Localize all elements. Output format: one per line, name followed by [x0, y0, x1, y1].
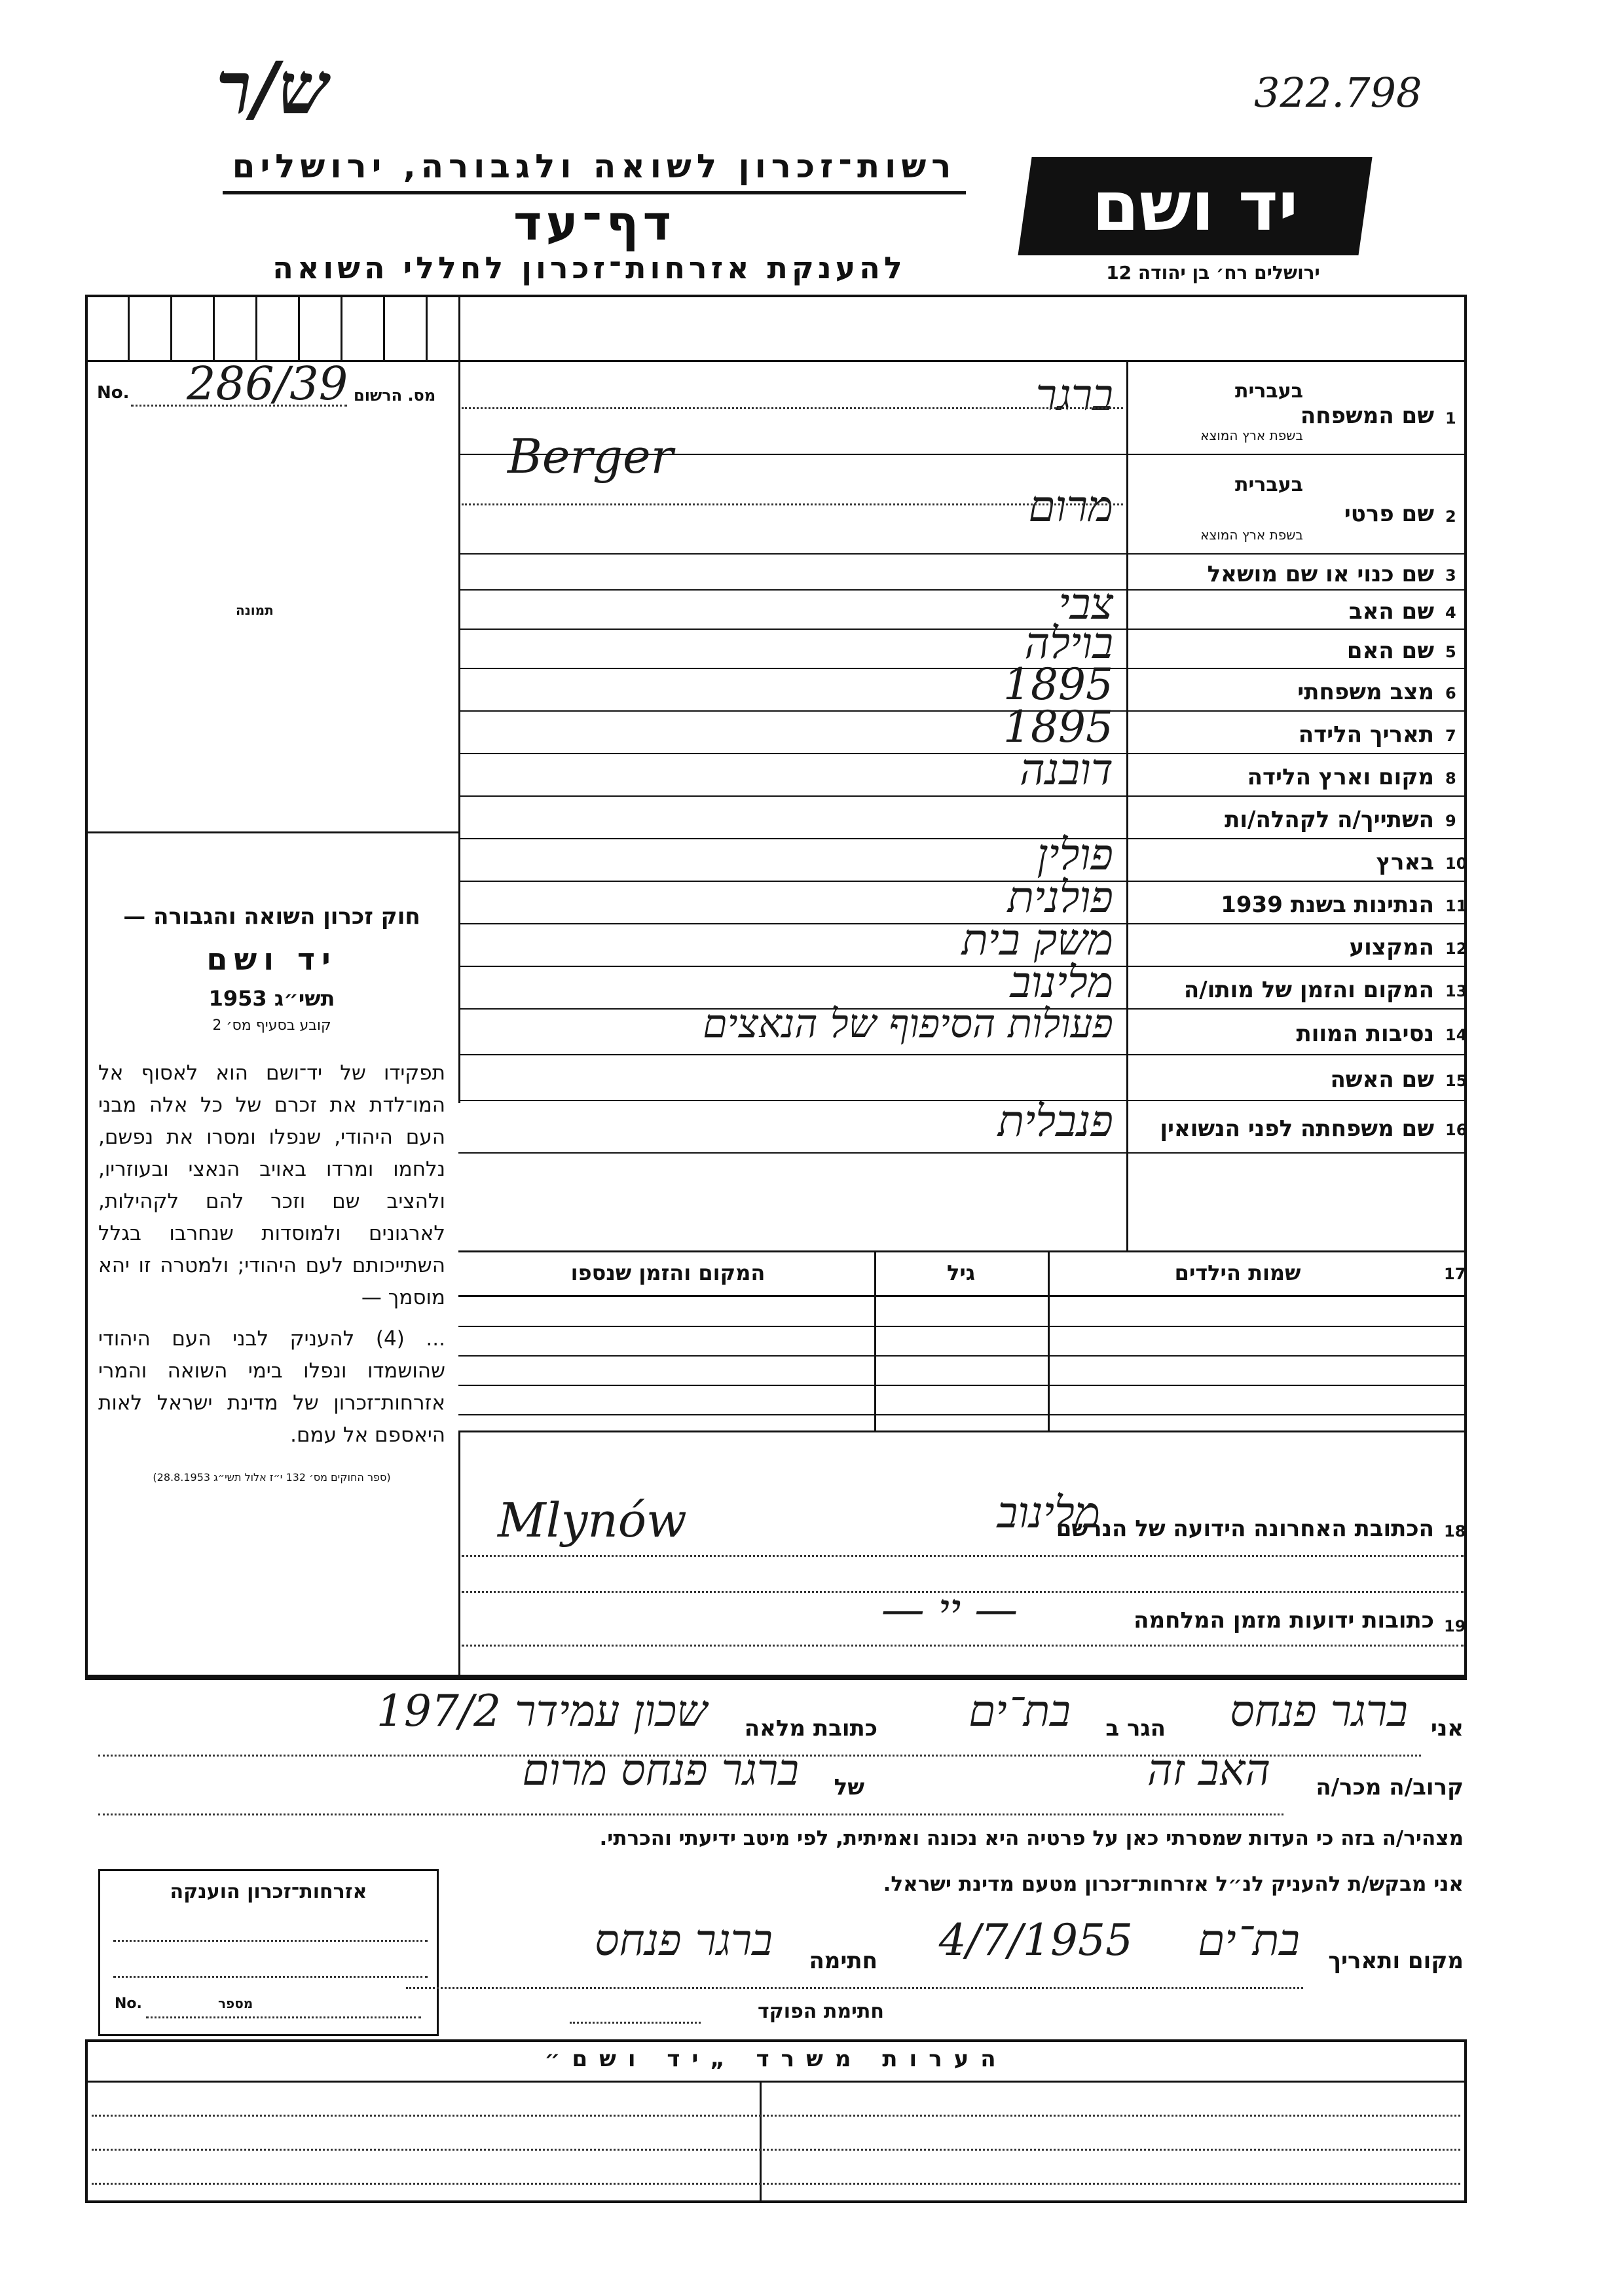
decl-declarant[interactable]: ברגר פנחס: [1229, 1686, 1408, 1736]
archive-number: 322.798: [1254, 69, 1422, 117]
law-title: חוק זכרון השואה והגבורה —: [123, 903, 420, 930]
certificate-box: [98, 1869, 439, 2036]
field18-value[interactable]: מלינוב: [997, 1487, 1100, 1538]
field-number: 6: [1445, 683, 1456, 702]
certificate-no-prefix: No.: [115, 1995, 142, 2012]
field18-label: הכתובת האחרונה הידועה של הנרשם: [1056, 1516, 1434, 1542]
field-label: תאריך הלידה: [1298, 721, 1434, 748]
decl-official-sig-label: חתימת הפוקד: [758, 2000, 884, 2023]
decl-subject[interactable]: ברגר פנחס מרום: [522, 1745, 799, 1795]
decl-line4: אני מבקש/ת להעניק לנ״ל אזרחות־זכרון מטעם מדינת ישראל.: [883, 1872, 1464, 1896]
field-label: שם פרטי: [1344, 501, 1434, 527]
children-col-age: גיל: [946, 1260, 976, 1285]
field-label: שם האם: [1346, 638, 1434, 664]
decl-relation[interactable]: האב זה: [1147, 1745, 1270, 1795]
registration-number[interactable]: 286/39: [187, 357, 348, 410]
decl-city[interactable]: בת־ים: [969, 1686, 1071, 1736]
field-value[interactable]: ברגר: [1035, 370, 1113, 420]
decl-of-label: של: [834, 1774, 864, 1800]
law-name: יד ושם: [206, 941, 337, 977]
institution-name: רשות־זכרון לשואה ולגבורה, ירושלים: [232, 147, 957, 185]
field-label: נסיבות המוות: [1296, 1021, 1434, 1047]
corner-handwritten-mark: ש/ר: [216, 46, 329, 130]
field-number: 9: [1445, 811, 1456, 830]
registration-label: מס. הרשום: [354, 386, 436, 405]
field-value[interactable]: פולנית: [1007, 871, 1113, 922]
form-subtitle: להענקת אזרחות־זכרון לחללי השואה: [272, 250, 906, 285]
office-notes-title: הערות משרד „יד ושם״: [544, 2046, 1008, 2072]
decl-lives-in: הגר ב: [1105, 1715, 1166, 1741]
field-number: 2: [1445, 507, 1456, 526]
field-label: הנתינות בשנת 1939: [1221, 891, 1434, 918]
field-label: שם האב: [1348, 598, 1434, 625]
children-col-names: שמות הילדים: [1174, 1260, 1301, 1285]
origin-language-label: בשפת ארץ המוצא: [1200, 527, 1303, 543]
field-number: 14: [1445, 1026, 1467, 1044]
field-label: שם כנוי או שם מושאל: [1207, 560, 1434, 587]
field-number: 11: [1445, 896, 1467, 915]
field-value[interactable]: פנבלית: [997, 1096, 1113, 1146]
field-value[interactable]: מרום: [1028, 481, 1113, 532]
field-number: 12: [1445, 939, 1467, 958]
field-number: 7: [1445, 726, 1456, 745]
field-label: בארץ: [1376, 848, 1434, 875]
field-label: מצב משפחתי: [1297, 678, 1434, 705]
form-title: דף־עד: [513, 195, 675, 251]
field19-label: כתובות ידועות מזמן המלחמה: [1134, 1607, 1434, 1633]
field18-latin-value[interactable]: Mlynów: [498, 1493, 687, 1548]
field-number: 16: [1445, 1121, 1467, 1139]
field-value[interactable]: 1895: [1003, 659, 1113, 710]
certificate-number-label: מספר: [218, 1995, 253, 2011]
field19-value[interactable]: — יי —: [881, 1584, 1018, 1635]
decl-full-address[interactable]: שכון עמידר 197/2: [376, 1686, 707, 1736]
institution-underline: [223, 191, 966, 194]
field-value[interactable]: פעולות הסיפוף של הנאצים: [703, 1001, 1113, 1047]
law-reference: (ספר החוקים מס׳ 132 י״ז אלול תשי״ג 28.8.1953): [153, 1471, 391, 1484]
decl-signature[interactable]: ברגר פנחס: [594, 1915, 773, 1965]
decl-relative-label: קרוב/ה מכר/ה: [1316, 1774, 1464, 1800]
decl-signature-label: חתימה: [809, 1948, 877, 1974]
law-text: תפקידו של יד־ושם הוא לאסוף אל המו־לדת את זכרם של כל אלה מבני העם היהודי, שנפלו ומסרו את נפשם, נלחמו ומרדו באויב הנאצי ובעוזריו, ולהציב שם וזכר להם לקהילות, לארגונים ולמוסדות שנחרבו בגלל השתייכותם לעם היהודי; ולמטרה זו יהא מוסמך —: [98, 1061, 445, 1309]
registration-cells: [85, 295, 458, 360]
field-label: המקצוע: [1349, 934, 1434, 960]
field-label: שם משפחתה לפני הנשואין: [1160, 1116, 1434, 1142]
field-value[interactable]: צבי: [1058, 579, 1113, 629]
field-number: 15: [1445, 1072, 1467, 1090]
field-value[interactable]: משק בית: [961, 914, 1113, 965]
yad-vashem-logo: [1018, 157, 1372, 255]
decl-ani: אני: [1430, 1715, 1464, 1741]
decl-date[interactable]: 4/7/1955: [938, 1915, 1133, 1965]
field-number: 10: [1445, 854, 1467, 873]
decl-full-address-label: כתובת מלאה: [744, 1715, 877, 1741]
field-value[interactable]: פולין: [1037, 829, 1113, 880]
field-number: 4: [1445, 604, 1456, 622]
field-value[interactable]: 1895: [1003, 701, 1113, 752]
field19-number: 19: [1444, 1617, 1466, 1635]
decl-place-date-label: מקום ותאריך: [1328, 1948, 1464, 1974]
field-number: 3: [1445, 566, 1456, 585]
field-number: 13: [1445, 981, 1467, 1000]
origin-language-label: בשפת ארץ המוצא: [1200, 428, 1303, 443]
children-col-place: המקום והזמן שנספו: [570, 1260, 766, 1285]
field-label: השתייך/ה לקהלה/ות: [1225, 806, 1434, 833]
photo-label: תמונה: [236, 602, 274, 618]
law-panel: [98, 903, 445, 1484]
field-label: שם האשה: [1330, 1066, 1434, 1093]
field-label: המקום והזמן של מותו/ה: [1183, 976, 1434, 1003]
surname-latin-value[interactable]: Berger: [507, 429, 674, 484]
decl-place[interactable]: בת־ים: [1198, 1915, 1300, 1965]
institution-address: ירושלים רח׳ בן יהודה 12: [1106, 262, 1320, 283]
certificate-title: אזרחות־זכרון הוענקה: [170, 1880, 367, 1903]
field-number: 1: [1445, 409, 1456, 428]
law-year: תשי״ג 1953: [208, 986, 335, 1011]
field-value[interactable]: מלינוב: [1010, 957, 1113, 1008]
hebrew-language-label: בעברית: [1235, 380, 1303, 403]
law-clause: קובע בסעיף מס׳ 2: [212, 1017, 331, 1034]
children-number: 17: [1444, 1265, 1466, 1283]
hebrew-language-label: בעברית: [1235, 473, 1303, 496]
field-label: מקום וארץ הלידה: [1247, 763, 1434, 790]
field-number: 5: [1445, 643, 1456, 661]
field-label: שם המשפחה: [1300, 403, 1434, 429]
law-text-2: ... (4) להעניק לבני העם היהודי שהושמדו ונפלו בימי השואה והמרי אזרחות־זכרון של מדינת ישראל לאות היאספם אל עמם.: [98, 1327, 445, 1447]
field18-number: 18: [1444, 1522, 1466, 1540]
field-number: 8: [1445, 769, 1456, 788]
decl-line3: מצהיר/ה בזה כי העדות שמסרתי כאן על פרטיה היא נכונה ואמיתית, לפי מיטב ידיעתי והכרתי.: [599, 1827, 1464, 1850]
logo-text: יד ושם: [1092, 166, 1299, 246]
field-value[interactable]: בוילה: [1024, 618, 1113, 668]
field-value[interactable]: דובנה: [1020, 744, 1113, 795]
registration-no-prefix: No.: [97, 383, 130, 403]
